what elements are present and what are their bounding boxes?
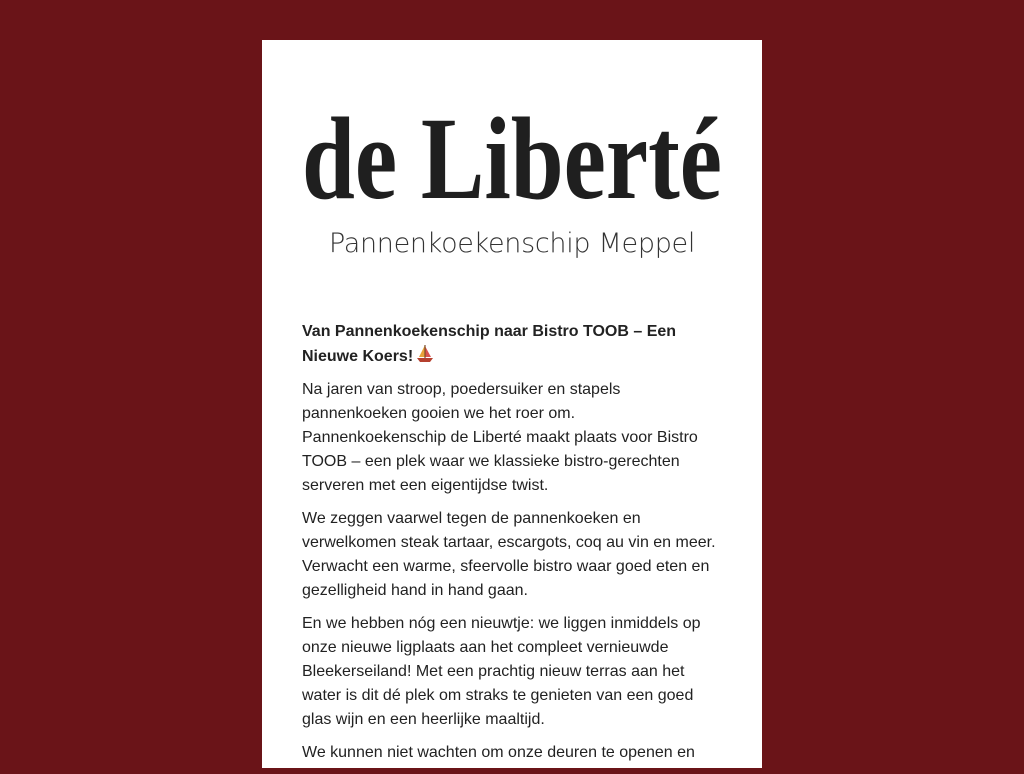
- article-paragraph: Na jaren van stroop, poedersuiker en stapels pannenkoeken gooien we het roer om. Pannenkoekenschip de Liberté maakt plaats voor Bistro TOOB – een plek waar we klassieke bistro-gerechten serveren met een eigentijdse twist.: [302, 381, 698, 494]
- logo-wordmark: [262, 88, 762, 224]
- article-heading: [302, 320, 722, 369]
- brand-subtitle: Pannenkoekenschip Meppel: [328, 228, 696, 259]
- article-heading-text: Van Pannenkoekenschip naar Bistro TOOB – Een Nieuwe Koers!: [302, 323, 677, 365]
- newsletter-card: [262, 40, 762, 768]
- article-paragraph: We zeggen vaarwel tegen de pannenkoeken en verwelkomen steak tartaar, escargots, coq au vin en meer. Verwacht een warme, sfeervolle bistro waar goed eten en gezelligheid hand in hand gaan.: [302, 510, 716, 599]
- logo-text: de Liberté: [302, 93, 722, 224]
- article: [302, 320, 722, 774]
- article-paragraph: We kunnen niet wachten om onze deuren te openen en: [302, 744, 695, 761]
- brand-logo: [262, 88, 762, 224]
- article-paragraph: En we hebben nóg een nieuwtje: we liggen inmiddels op onze nieuwe ligplaats aan het compleet vernieuwde Bleekerseiland! Met een prachtig nieuw terras aan het water is dit dé plek om straks te genieten van een goed glas wijn en een heerlijke maaltijd.: [302, 615, 701, 728]
- sailboat-icon: [415, 344, 435, 364]
